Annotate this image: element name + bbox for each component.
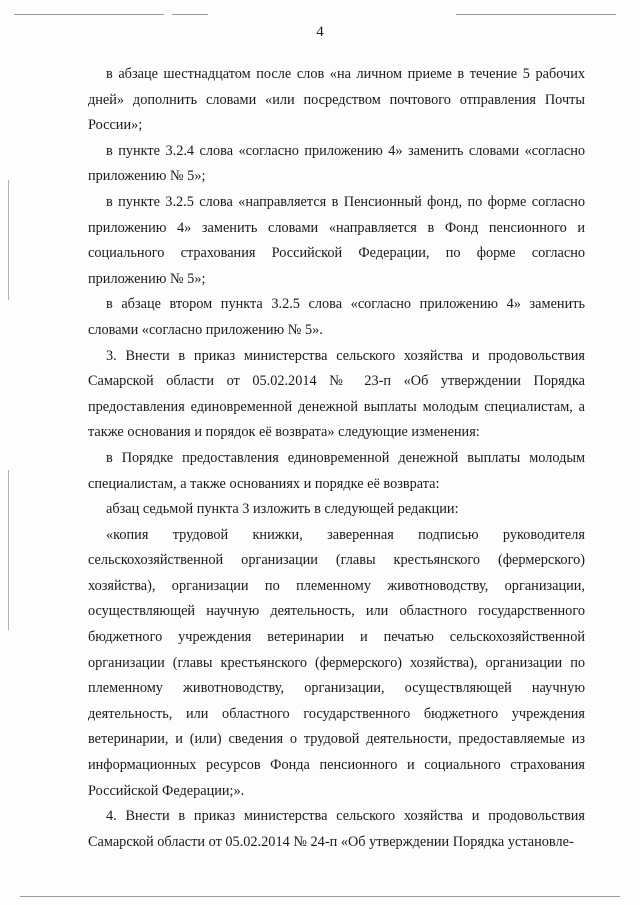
paragraph-3: в пункте 3.2.5 слова «направляется в Пенсионный фонд, по форме согласно приложению 4» заменить словами «направляется в Фонд пенсионного и социального страхования Российской Федерации, по форме согласно приложению № 5»; xyxy=(88,193,585,287)
paragraph-2: в пункте 3.2.4 слова «согласно приложению 4» заменить словами «согласно приложению № 5»; xyxy=(88,142,585,185)
paragraph-5: 3. Внести в приказ министерства сельского хозяйства и продовольствия Самарской области от 05.02.2014 № 23-п «Об утверждении Порядка предоставления единовременной денежной выплаты молодым специалистам, а также основания и порядок её возврата» следующие изменения: xyxy=(88,347,585,441)
paragraph-7: абзац седьмой пункта 3 изложить в следующей редакции: xyxy=(106,501,459,518)
paragraph-8: «копия трудовой книжки, заверенная подписью руководителя сельскохозяйственной организации (главы крестьянского (фермерского) хозяйства), организации по племенному животноводству, организации, осуществляющей научную деятельность, или областного государственного бюджетного учреждения ветеринарии и печатью сельскохозяйственной организации (главы крестьянского (фермерского) хозяйства), организации по племенному животноводству, организации, осуществляющей научную деятельность, или областного государственного бюджетного учреждения ветеринарии, и (или) сведения о трудовой деятельности, предоставляемые из информационных ресурсов Фонда пенсионного и социального страхования Российской Федерации;». xyxy=(88,526,585,799)
page-number: 4 xyxy=(316,24,324,40)
paragraph-1: в абзаце шестнадцатом после слов «на личном приеме в течение 5 рабочих дней» дополнить словами «или посредством почтового отправления Почты России»; xyxy=(88,66,585,134)
scan-artifact-bottom xyxy=(20,896,620,897)
scan-artifact-top-mid xyxy=(172,14,208,15)
paragraph-4: в абзаце втором пункта 3.2.5 слова «согласно приложению 4» заменить словами «согласно приложению № 5». xyxy=(88,296,585,338)
scan-artifact-top-left xyxy=(14,14,164,15)
paragraph-9: 4. Внести в приказ министерства сельского хозяйства и продовольствия Самарской области от 05.02.2014 № 24-п «Об утверждении Порядка установле- xyxy=(88,808,585,850)
paragraph-6: в Порядке предоставления единовременной денежной выплаты молодым специалистам, а также основаниях и порядке её возврата: xyxy=(88,449,585,492)
scan-artifact-top-right xyxy=(456,14,616,15)
scan-artifact-left-edge-2 xyxy=(8,470,9,630)
document-body xyxy=(88,62,585,855)
scan-artifact-left-edge-1 xyxy=(8,180,9,300)
